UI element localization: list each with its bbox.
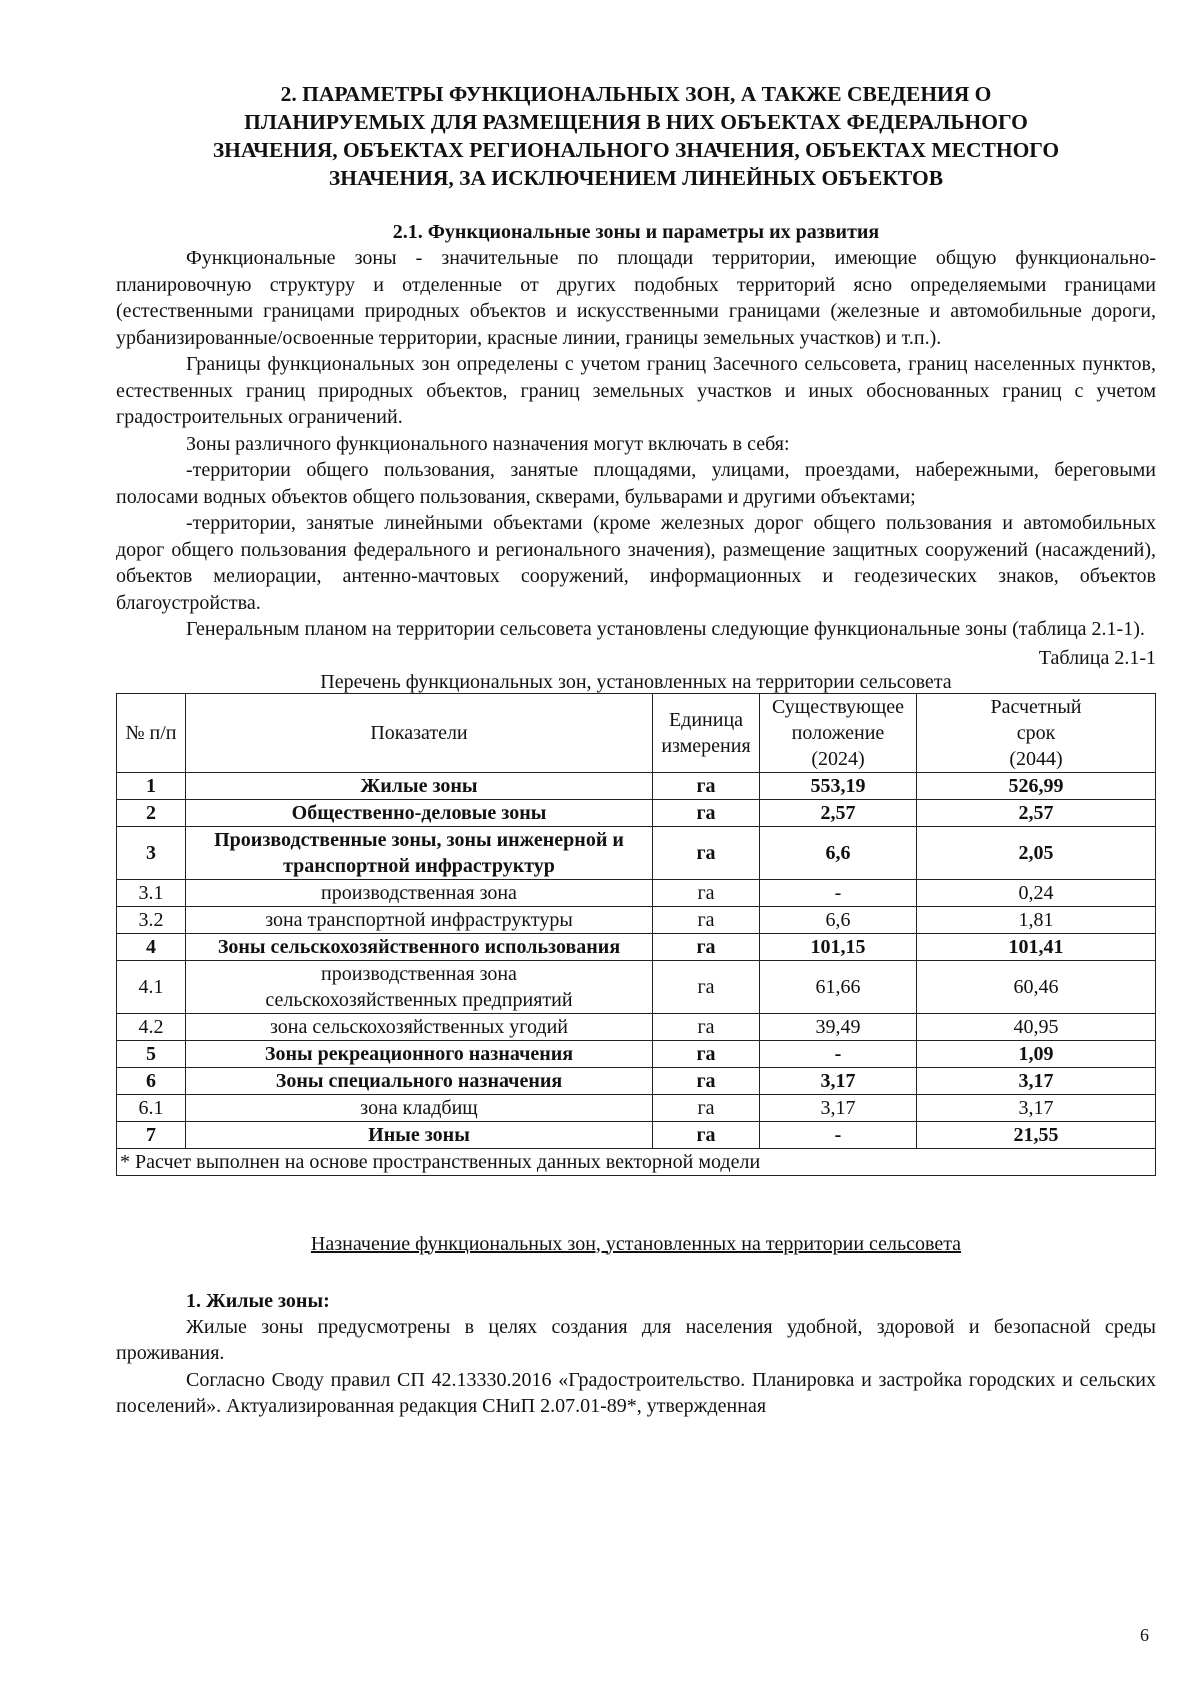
cell-name: Зоны рекреационного назначения [186,1040,653,1067]
cell-num: 5 [117,1040,186,1067]
header-existing [760,693,917,772]
cell-existing: 101,15 [760,933,917,960]
table-row [117,799,1156,826]
table-row [117,1067,1156,1094]
cell-name-line: Производственные зоны, зоны инженерной и [214,828,624,851]
cell-existing: - [760,879,917,906]
cell-planned: 2,05 [917,826,1156,879]
table-number-label: Таблица 2.1-1 [1038,646,1156,669]
cell-num: 1 [117,772,186,799]
cell-existing: 39,49 [760,1013,917,1040]
cell-name: производственная зона [186,879,653,906]
table-row [117,1121,1156,1148]
cell-name [186,826,653,879]
cell-planned: 1,81 [917,906,1156,933]
cell-existing: 6,6 [760,906,917,933]
paragraph: Жилые зоны предусмотрены в целях создания для населения удобной, здоровой и безопасной среды проживания. [116,1315,1156,1364]
cell-existing: 2,57 [760,799,917,826]
cell-unit: га [653,1094,760,1121]
cell-planned: 40,95 [917,1013,1156,1040]
header-unit [653,693,760,772]
cell-name-line: транспортной инфраструктур [283,854,555,877]
header-indicator: Показатели [186,693,653,772]
table-row [117,933,1156,960]
cell-name: Общественно-деловые зоны [186,799,653,826]
header-existing-line: (2024) [811,747,865,770]
cell-unit: га [653,1040,760,1067]
header-num: № п/п [117,693,186,772]
cell-name-line: производственная зона [321,962,517,985]
cell-name: Жилые зоны [186,772,653,799]
table-row [117,826,1156,879]
header-planned-line: срок [1016,721,1056,744]
cell-existing: 3,17 [760,1094,917,1121]
cell-unit: га [653,1121,760,1148]
cell-num: 3.2 [117,906,186,933]
cell-num: 4 [117,933,186,960]
cell-existing: 3,17 [760,1067,917,1094]
cell-existing: 61,66 [760,960,917,1013]
cell-unit: га [653,960,760,1013]
cell-name: Зоны сельскохозяйственного использования [186,933,653,960]
cell-unit: га [653,879,760,906]
cell-name: Иные зоны [186,1121,653,1148]
cell-unit: га [653,772,760,799]
table-footnote: * Расчет выполнен на основе пространственных данных векторной модели [117,1148,1156,1175]
cell-unit: га [653,933,760,960]
cell-name-line: сельскохозяйственных предприятий [265,988,573,1011]
table-row [117,1040,1156,1067]
table-row [117,1094,1156,1121]
cell-planned: 526,99 [917,772,1156,799]
table-row [117,772,1156,799]
paragraph: Генеральным планом на территории сельсовета установлены следующие функциональные зоны (таблица 2.1-1). [186,618,1145,640]
main-title-line: ЗНАЧЕНИЯ, ЗА ИСКЛЮЧЕНИЕМ ЛИНЕЙНЫХ ОБЪЕКТОВ [328,166,944,190]
cell-num: 6.1 [117,1094,186,1121]
paragraph: -территории, занятые линейными объектами (кроме железных дорог общего пользования и автомобильных дорог общего пользования федерального и регионального значения), размещение защитных сооружений (насаждений), объектов мелиорации, антенно-мачтовых сооружений, информационных и геодезических знаков, объектов благоустройства. [116,512,1156,614]
table-caption: Перечень функциональных зон, установленных на территории сельсовета [320,670,952,693]
cell-unit: га [653,1013,760,1040]
page-number: 6 [1140,1625,1149,1645]
table-row [117,879,1156,906]
cell-unit: га [653,799,760,826]
header-planned-line: (2044) [1009,747,1063,770]
table-footnote-row [117,1148,1156,1175]
paragraph: Зоны различного функционального назначения могут включать в себя: [186,432,790,455]
header-existing-line: Существующее [771,695,905,718]
cell-num: 2 [117,799,186,826]
cell-existing: - [760,1121,917,1148]
cell-num: 7 [117,1121,186,1148]
paragraph: Функциональные зоны - значительные по площади территории, имеющие общую функционально-планировочную структуру и отделенные от других подобных территорий ясно определяемыми границами (естественными границами природных объектов и искусственными границами (железные и автомобильные дороги, урбанизированные/освоенные территории, красные линии, границы земельных участков) и т.п.). [116,247,1156,349]
paragraph: Границы функциональных зон определены с учетом границ Засечного сельсовета, границ населенных пунктов, естественных границ природных объектов, границ земельных участков и иных обоснованных границ с учетом градостроительных ограничений. [116,353,1156,428]
cell-name [186,960,653,1013]
table-header-row [117,693,1156,772]
paragraph: -территории общего пользования, занятые площадями, улицами, проездами, набережными, береговыми полосами водных объектов общего пользования, скверами, бульварами и другими объектами; [116,459,1156,508]
table-row [117,906,1156,933]
cell-existing: - [760,1040,917,1067]
cell-name: зона кладбищ [186,1094,653,1121]
cell-num: 3.1 [117,879,186,906]
header-planned-line: Расчетный [990,695,1082,718]
main-title [136,80,1136,192]
cell-planned: 0,24 [917,879,1156,906]
cell-planned: 21,55 [917,1121,1156,1148]
cell-planned: 60,46 [917,960,1156,1013]
main-title-line: 2. ПАРАМЕТРЫ ФУНКЦИОНАЛЬНЫХ ЗОН, А ТАКЖЕ СВЕДЕНИЯ О [280,82,992,106]
cell-planned: 3,17 [917,1067,1156,1094]
cell-unit: га [653,906,760,933]
header-unit-line: измерения [661,734,751,757]
cell-num: 4.1 [117,960,186,1013]
header-unit-line: Единица [668,708,744,731]
cell-num: 3 [117,826,186,879]
document-page [116,80,1156,1420]
main-title-line: ЗНАЧЕНИЯ, ОБЪЕКТАХ РЕГИОНАЛЬНОГО ЗНАЧЕНИЯ, ОБЪЕКТАХ МЕСТНОГО [212,138,1060,162]
paragraph: Согласно Своду правил СП 42.13330.2016 «Градостроительство. Планировка и застройка городских и сельских поселений». Актуализированная редакция СНиП 2.07.01-89*, утвержденная [116,1368,1156,1417]
header-existing-line: положение [791,721,885,744]
cell-existing: 553,19 [760,772,917,799]
cell-existing: 6,6 [760,826,917,879]
table-row [117,960,1156,1013]
table-row [117,1013,1156,1040]
cell-num: 6 [117,1067,186,1094]
cell-planned: 1,09 [917,1040,1156,1067]
cell-unit: га [653,1067,760,1094]
zones-table [116,693,1156,1176]
cell-planned: 101,41 [917,933,1156,960]
cell-unit: га [653,826,760,879]
header-planned [917,693,1156,772]
purpose-heading: Назначение функциональных зон, установленных на территории сельсовета [310,1232,962,1255]
section-title: 2.1. Функциональные зоны и параметры их развития [392,221,880,243]
cell-name: зона сельскохозяйственных угодий [186,1013,653,1040]
cell-num: 4.2 [117,1013,186,1040]
cell-name: зона транспортной инфраструктуры [186,906,653,933]
cell-planned: 3,17 [917,1094,1156,1121]
zone-heading: 1. Жилые зоны: [186,1289,330,1312]
main-title-line: ПЛАНИРУЕМЫХ ДЛЯ РАЗМЕЩЕНИЯ В НИХ ОБЪЕКТАХ ФЕДЕРАЛЬНОГО [244,110,1028,134]
cell-name: Зоны специального назначения [186,1067,653,1094]
cell-planned: 2,57 [917,799,1156,826]
